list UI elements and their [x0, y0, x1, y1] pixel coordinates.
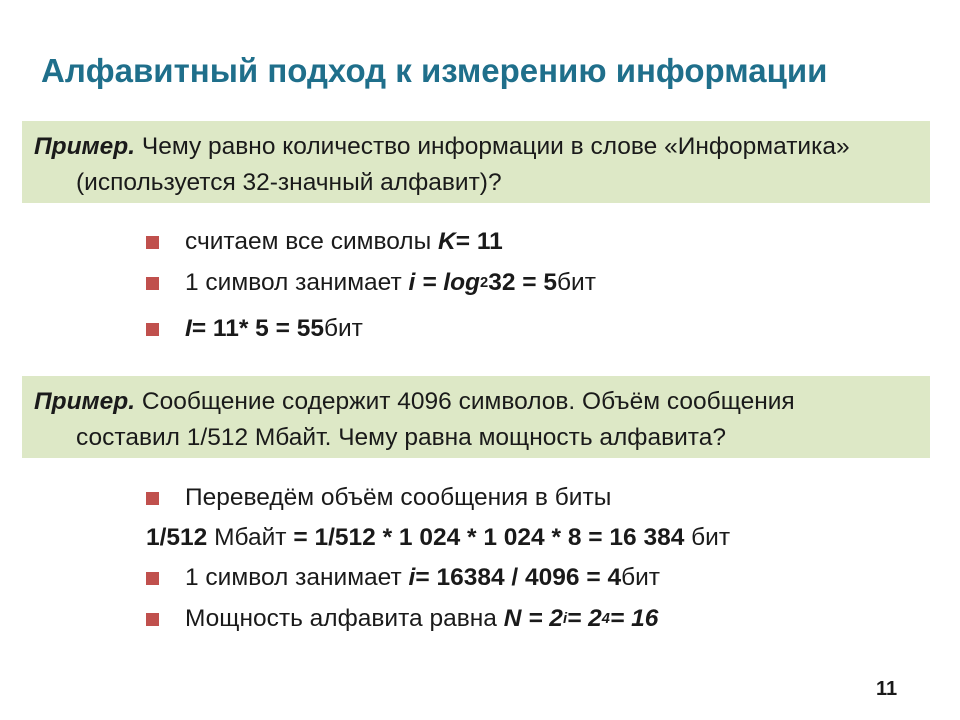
formula-part: N = 2	[503, 605, 563, 632]
formula-value: = 16384 / 4096 = 4	[415, 564, 622, 591]
example-2-question-line2: составил 1/512 Мбайт. Чему равна мощность алфавита?	[76, 424, 726, 451]
formula-value: = 11	[455, 228, 503, 255]
formula-part: 32 = 5	[488, 269, 557, 296]
example-1-label: Пример.	[34, 133, 136, 160]
calc-part: 1/512	[146, 524, 208, 551]
example-1-bullet-3	[146, 315, 363, 343]
example-2-calculation	[146, 524, 730, 552]
bullet-square-icon	[146, 613, 159, 626]
formula-k: K	[438, 228, 456, 255]
page-number: 11	[876, 678, 898, 700]
formula-unit: бит	[557, 269, 596, 296]
example-1-bullet-2: 1 символ занимает i = log 2 32 = 5 бит	[146, 269, 596, 297]
example-1-box	[22, 121, 930, 203]
calc-unit: бит	[684, 524, 731, 551]
bullet-text: Переведём объём сообщения в биты	[185, 484, 612, 511]
example-1-question-line2: (используется 32-значный алфавит)?	[76, 169, 502, 196]
bullet-text: 1 символ занимает	[185, 269, 402, 296]
calc-part: = 1/512 * 1 024 * 1 024 * 8 = 16 384	[293, 524, 685, 551]
bullet-square-icon	[146, 236, 159, 249]
example-1-question-line1: Чему равно количество информации в слове «Информатика»	[141, 133, 850, 160]
example-2-box	[22, 376, 930, 458]
calc-part: Мбайт	[207, 524, 294, 551]
bullet-square-icon	[146, 492, 159, 505]
example-2-bullet-3: Мощность алфавита равна N = 2 i = 2 4 = 16	[146, 605, 658, 633]
example-2-bullet-1	[146, 484, 611, 512]
bullet-square-icon	[146, 572, 159, 585]
example-2-bullet-2	[146, 564, 660, 592]
example-2-question-line1: Сообщение содержит 4096 символов. Объём сообщения	[141, 388, 795, 415]
example-1-bullet-1	[146, 228, 503, 256]
formula-unit: бит	[621, 564, 661, 591]
bullet-text: 1 символ занимает	[185, 564, 402, 591]
bullet-square-icon	[146, 323, 159, 336]
formula-part: = 2	[567, 605, 602, 632]
formula-part: i = log	[408, 269, 481, 296]
slide-title: Алфавитный подход к измерению информации	[41, 52, 828, 89]
formula-value: = 11* 5 = 55	[191, 315, 324, 342]
example-2-label: Пример.	[34, 388, 136, 415]
bullet-text: Мощность алфавита равна	[185, 605, 497, 632]
formula-unit: бит	[323, 315, 363, 342]
bullet-square-icon	[146, 277, 159, 290]
bullet-text: считаем все символы	[185, 228, 432, 255]
formula-i: i	[408, 564, 416, 591]
formula-part: = 16	[609, 605, 659, 632]
formula-i: I	[185, 315, 192, 342]
